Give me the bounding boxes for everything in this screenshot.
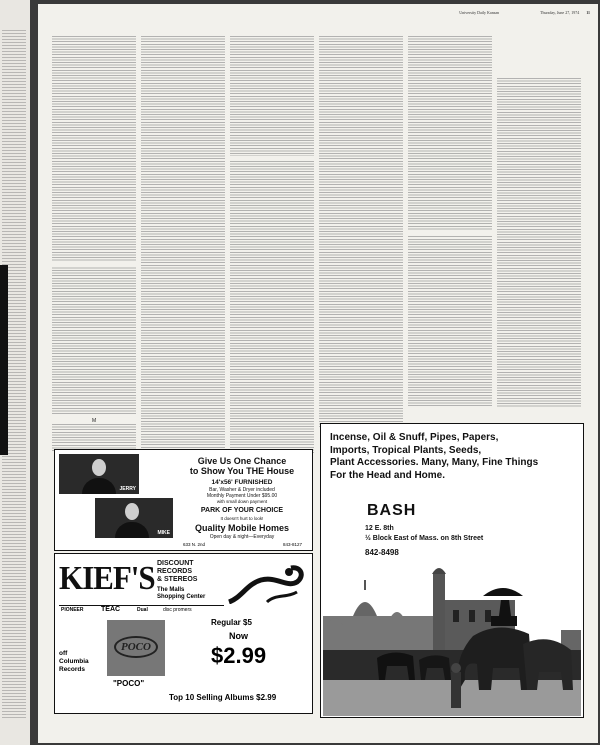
mobile-size: 14'x56' FURNISHED [211, 479, 273, 486]
bash-address [365, 524, 483, 544]
mobile-headline-1: Give Us One Chance [197, 456, 287, 466]
kiefs-brands [59, 605, 224, 614]
bash-address-2: ½ Block East of Mass. on 8th Street [365, 535, 484, 542]
mobile-company-name: Quality Mobile Homes [194, 523, 290, 533]
photo-jerry-label: JERRY [119, 486, 136, 492]
listing-section-letter: M [92, 418, 97, 424]
bash-name: BASH [367, 502, 417, 519]
regular-price: Regular $5 [211, 618, 252, 627]
newspaper-page [38, 4, 598, 743]
poco-album-cover [107, 620, 165, 676]
mobile-line-1: Bar, Washer & Dryer included [209, 487, 275, 493]
kiefs-tag-1: DISCOUNT [157, 560, 194, 567]
listing-column [497, 78, 581, 408]
kiefs-mall-1: The Malls [157, 587, 185, 593]
mobile-line-2: Monthly Payment Under $95.00 [206, 493, 278, 499]
masthead-paper: University Daily Kansan [459, 10, 500, 15]
kiefs-mall-2: Shopping Center [157, 594, 206, 600]
masthead-date: Thursday, June 27, 1974 [540, 10, 580, 15]
kiefs-tagline-2 [157, 576, 225, 584]
masthead-page-number: 11 [586, 10, 590, 15]
poco-caption: "POCO" [113, 679, 145, 688]
listing-column [408, 36, 492, 408]
listing-column [141, 36, 225, 454]
bash-head-4: For the Head and Home. [330, 469, 446, 481]
decorative-swirl-icon [227, 558, 307, 604]
bash-phone: 842-8498 [365, 548, 399, 557]
masthead [459, 10, 590, 15]
mobile-address: 633 N. 2nd [183, 542, 206, 547]
previous-page-edge [0, 0, 30, 745]
photo-mike-label: MIKE [157, 530, 170, 536]
poco-logo: POCO [114, 636, 158, 658]
kiefs-tag-2: RECORDS [157, 568, 193, 575]
mobile-line-3: with small down payment [216, 499, 268, 504]
listing-column [230, 36, 314, 454]
kiefs-logo: KIEF'S [59, 558, 155, 597]
brand-disc-promers: disc promers [163, 607, 192, 613]
phone-directory-listings [52, 16, 588, 448]
off-columbia-text [59, 650, 89, 674]
now-label: Now [229, 631, 248, 641]
mobile-homes-ad [54, 449, 313, 551]
sale-price: $2.99 [211, 643, 267, 668]
records-text: Records [59, 666, 86, 673]
listing-column [52, 424, 136, 452]
top10-albums: Top 10 Selling Albums $2.99 [169, 693, 277, 702]
elephant-procession-illustration [323, 540, 581, 716]
columbia-text: Columbia [59, 658, 89, 665]
kiefs-tagline [157, 560, 225, 576]
bash-head-2: Imports, Tropical Plants, Seeds, [330, 444, 482, 456]
brand-dual: Dual [137, 607, 148, 613]
mobile-phone: 843-8127 [283, 542, 303, 547]
photo-mike [95, 498, 173, 538]
bash-address-1: 12 E. 8th [365, 525, 394, 532]
kiefs-mall [157, 587, 205, 601]
previous-page-ad-border [0, 265, 8, 455]
mobile-hours: Open day & night—Everyday [209, 534, 275, 540]
brand-teac: TEAC [101, 606, 121, 613]
mobile-choice: PARK OF YOUR CHOICE [200, 507, 284, 514]
listing-column [319, 36, 403, 428]
mobile-choice-sub: It doesn't hurt to look! [220, 516, 264, 521]
photo-jerry [59, 454, 139, 494]
kiefs-tag-3: & STEREOS [157, 576, 198, 583]
mobile-headline-2: to Show You THE House [189, 466, 295, 476]
bash-head-1: Incense, Oil & Snuff, Pipes, Papers, [330, 432, 499, 443]
bash-head-3: Plant Accessories. Many, Many, Fine Things [330, 457, 539, 468]
off-text: off [59, 650, 68, 657]
listing-column [52, 36, 136, 414]
brand-pioneer: PIONEER [61, 607, 84, 613]
bash-headline [330, 432, 576, 482]
kiefs-records-ad [54, 553, 313, 714]
bash-head-shop-ad [320, 423, 584, 718]
